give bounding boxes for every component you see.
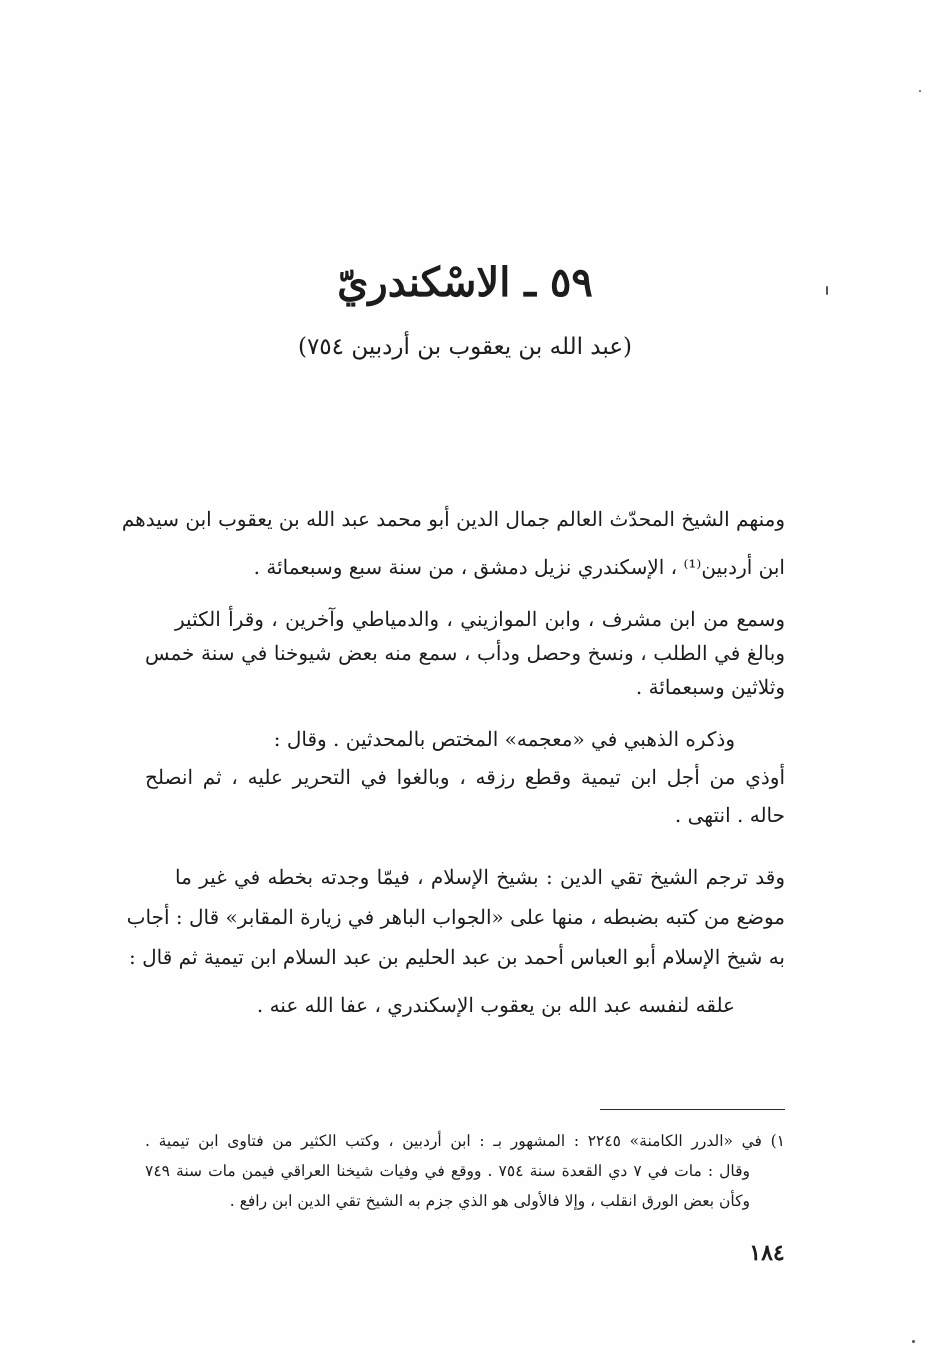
- footnote-divider: [600, 1109, 785, 1110]
- body-line: حاله . انتهى .: [674, 803, 785, 827]
- body-line: ابن أردبين⁽¹⁾ ، الإسكندري نزيل دمشق ، من سنة سبع وسبعمائة .: [253, 555, 785, 579]
- body-line: موضع من كتبه بضبطه ، منها على «الجواب الباهر في زيارة المقابر» قال : أجاب: [126, 905, 785, 929]
- entry-title: ٥٩ ـ الاسْكندريّ: [337, 259, 593, 306]
- body-line: وقد ترجم الشيخ تقي الدين : بشيخ الإسلام ، فيمّا وجدته بخطه في غير ما: [175, 865, 785, 889]
- footnote-line: ١) في «الدرر الكامنة» ٢٢٤٥ : المشهور بـ : ابن أردبين ، وكتب الكثير من فتاوى ابن تيمية .: [145, 1132, 785, 1150]
- body-line: وثلاثين وسبعمائة .: [635, 675, 785, 699]
- entry-subtitle: (عبد الله بن يعقوب بن أردبين ٧٥٤): [297, 334, 633, 360]
- body-line: ومنهم الشيخ المحدّث العالم جمال الدين أبو محمد عبد الله بن يعقوب ابن سيدهم: [121, 507, 785, 531]
- scan-speck: [912, 1340, 915, 1343]
- footnote-line: وقال : مات في ٧ دي القعدة سنة ٧٥٤ . ووقع في وفيات شيخنا العراقي فيمن مات سنة ٧٤٩: [145, 1162, 750, 1180]
- scan-speck: [826, 286, 828, 295]
- scan-speck: [919, 90, 921, 92]
- body-line: به شيخ الإسلام أبو العباس أحمد بن عبد الحليم بن عبد السلام ابن تيمية ثم قال :: [129, 945, 785, 969]
- footnote-line: وكأن بعض الورق انقلب ، وإلا فالأولى هو الذي جزم به الشيخ تقي الدين ابن رافع .: [229, 1192, 750, 1210]
- body-line: وذكره الذهبي في «معجمه» المختص بالمحدثين . وقال :: [273, 727, 735, 751]
- body-line: وسمع من ابن مشرف ، وابن الموازيني ، والدمياطي وآخرين ، وقرأ الكثير: [175, 607, 785, 631]
- page-number: ١٨٤: [749, 1240, 785, 1266]
- body-line: وبالغ في الطلب ، ونسخ وحصل ودأب ، سمع منه بعض شيوخنا في سنة خمس: [145, 641, 785, 665]
- body-line: أوذي من أجل ابن تيمية وقطع رزقه ، وبالغوا في التحرير عليه ، ثم انصلح: [145, 765, 785, 789]
- body-line: علقه لنفسه عبد الله بن يعقوب الإسكندري ، عفا الله عنه .: [256, 993, 735, 1017]
